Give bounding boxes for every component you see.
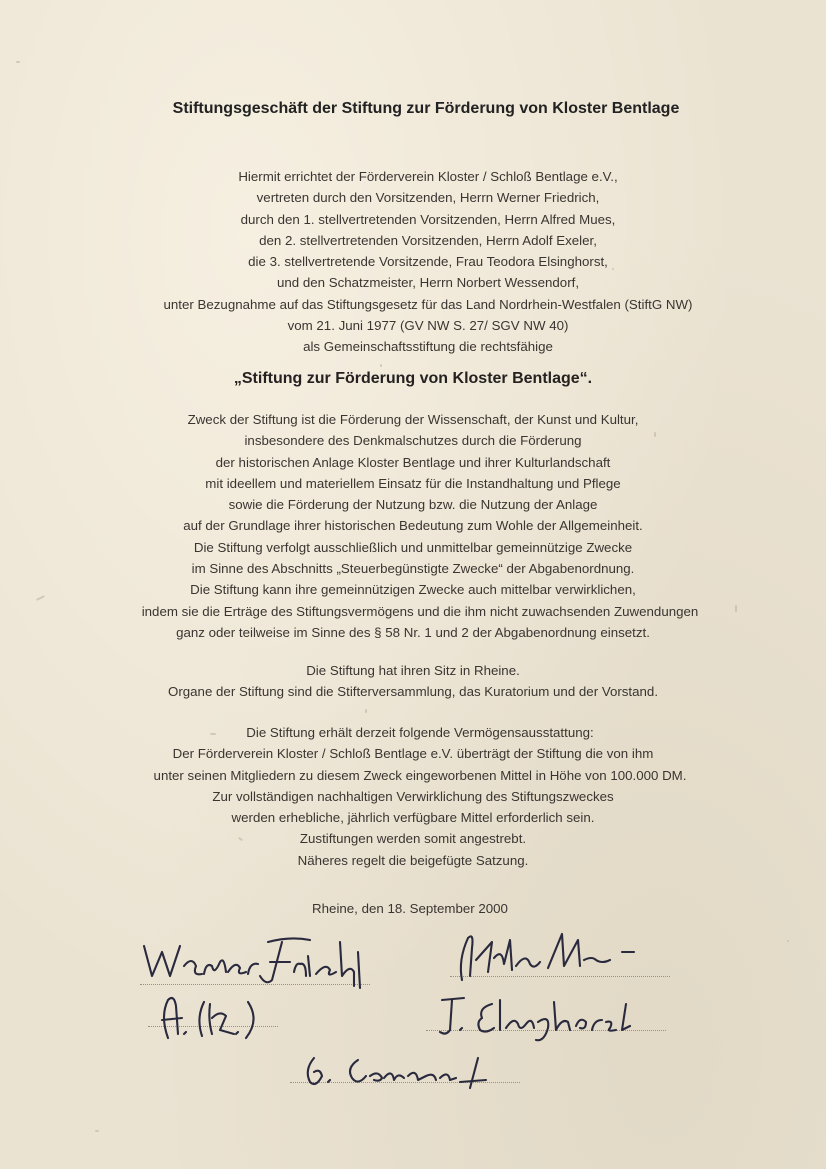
text-line: Die Stiftung verfolgt ausschließlich und unmittelbar gemeinnützige Zwecke bbox=[193, 539, 633, 555]
place-and-date: Rheine, den 18. September 2000 bbox=[312, 901, 508, 916]
text-line: werden erhebliche, jährlich verfügbare Mittel erforderlich sein. bbox=[231, 810, 595, 826]
paper-fiber bbox=[16, 61, 20, 63]
text-line: sowie die Förderung der Nutzung bzw. die Nutzung der Anlage bbox=[228, 497, 598, 513]
signature-alfred-mues bbox=[452, 930, 642, 982]
paper-fiber bbox=[787, 940, 789, 942]
text-line: Der Förderverein Kloster / Schloß Bentlage e.V. überträgt der Stiftung die von ihm bbox=[172, 746, 654, 762]
signature-t-elsinghorst bbox=[430, 990, 640, 1046]
text-line: indem sie die Erträge des Stiftungsvermögens und die ihm nicht zuwachsenden Zuwendungen bbox=[141, 603, 699, 619]
signature-adolf-exeler bbox=[150, 990, 280, 1042]
text-line: die 3. stellvertretende Vorsitzende, Frau Teodora Elsinghorst, bbox=[248, 254, 608, 270]
text-line: vertreten durch den Vorsitzenden, Herrn Werner Friedrich, bbox=[256, 190, 600, 206]
text-line: Die Stiftung kann ihre gemeinnützigen Zwecke auch mittelbar verwirklichen, bbox=[190, 582, 636, 598]
intro-paragraph bbox=[0, 166, 826, 358]
text-line: unter seinen Mitgliedern zu diesem Zweck eingeworbenen Mittel in Höhe von 100.000 DM. bbox=[153, 767, 687, 783]
text-line: den 2. stellvertretenden Vorsitzenden, Herrn Adolf Exeler, bbox=[259, 232, 597, 248]
paper-fiber bbox=[365, 709, 367, 713]
text-line: und den Schatzmeister, Herrn Norbert Wessendorf, bbox=[276, 275, 580, 291]
seat-paragraph bbox=[0, 660, 826, 703]
purpose-paragraph bbox=[0, 409, 826, 643]
text-line: unter Bezugnahme auf das Stiftungsgesetz für das Land Nordrhein-Westfalen (StiftG NW) bbox=[163, 296, 693, 312]
assets-paragraph bbox=[0, 722, 826, 871]
text-line: durch den 1. stellvertretenden Vorsitzenden, Herrn Alfred Mues, bbox=[240, 211, 616, 227]
text-line: insbesondere des Denkmalschutzes durch die Förderung bbox=[244, 433, 582, 449]
paper-fiber bbox=[380, 364, 382, 367]
paper-fiber bbox=[95, 1130, 99, 1132]
signature-werner-friedrich bbox=[140, 932, 380, 992]
text-line: Zur vollständigen nachhaltigen Verwirklichung des Stiftungszweckes bbox=[212, 788, 614, 804]
text-line: Näheres regelt die beigefügte Satzung. bbox=[297, 852, 529, 868]
text-line: als Gemeinschaftsstiftung die rechtsfähige bbox=[303, 339, 553, 355]
text-line: ganz oder teilweise im Sinne des § 58 Nr. 1 und 2 der Abgabenordnung einsetzt. bbox=[176, 624, 650, 640]
document-title: Stiftungsgeschäft der Stiftung zur Förderung von Kloster Bentlage bbox=[172, 100, 680, 117]
text-line: Die Stiftung hat ihren Sitz in Rheine. bbox=[306, 663, 520, 678]
text-line: mit ideellem und materiellem Einsatz für die Instandhaltung und Pflege bbox=[205, 475, 621, 491]
text-line: Hiermit errichtet der Förderverein Kloster / Schloß Bentlage e.V., bbox=[238, 169, 618, 184]
foundation-name: „Stiftung zur Förderung von Kloster Bentlage“. bbox=[233, 370, 593, 387]
text-line: Die Stiftung erhält derzeit folgende Vermögensausstattung: bbox=[246, 725, 594, 740]
text-line: Zweck der Stiftung ist die Förderung der Wissenschaft, der Kunst und Kultur, bbox=[187, 412, 639, 427]
text-line: der historischen Anlage Kloster Bentlage und ihrer Kulturlandschaft bbox=[215, 454, 611, 470]
text-line: Organe der Stiftung sind die Stifterversammlung, das Kuratorium und der Vorstand. bbox=[167, 684, 659, 700]
text-line: Zustiftungen werden somit angestrebt. bbox=[299, 831, 527, 847]
signature-n-wessendorf bbox=[300, 1048, 500, 1092]
text-line: auf der Grundlage ihrer historischen Bedeutung zum Wohle der Allgemeinheit. bbox=[183, 518, 643, 534]
text-line: vom 21. Juni 1977 (GV NW S. 27/ SGV NW 40) bbox=[287, 318, 569, 334]
text-line: im Sinne des Abschnitts „Steuerbegünstigte Zwecke“ der Abgabenordnung. bbox=[191, 561, 635, 577]
